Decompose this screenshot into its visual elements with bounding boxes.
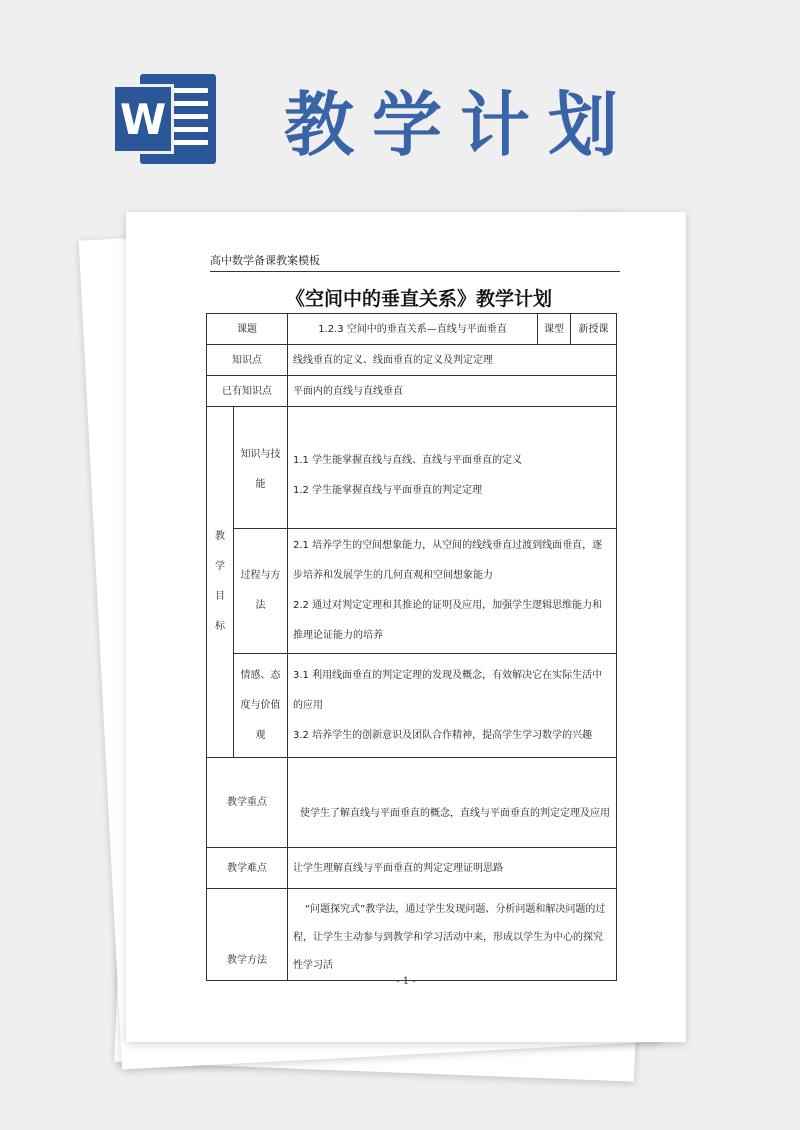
lesson-type-label: 课型: [538, 314, 571, 345]
word-icon: [112, 74, 216, 164]
knowledge-value: 线线垂直的定义、线面垂直的定义及判定定理: [288, 345, 617, 376]
page-number: - 1 -: [396, 976, 416, 987]
goal-item: 1.2 学生能掌握直线与平面垂直的判定定理: [293, 485, 483, 496]
goal-process-methods-label: 过程与方 法: [234, 529, 288, 654]
goals-label-char: 标: [215, 621, 225, 632]
word-icon-tile: [112, 84, 174, 154]
goal-item: 3.2 培养学生的创新意识及团队合作精神，提高学生学习数学的兴趣: [293, 729, 593, 741]
goal-item: 1.1 学生能掌握直线与直线、直线与平面垂直的定义: [293, 455, 523, 466]
difficulty-label: 教学难点: [207, 848, 288, 889]
method-label: 教学方法: [207, 889, 288, 981]
lesson-value: 1.2.3 空间中的垂直关系—直线与平面垂直: [288, 314, 538, 345]
goals-label-char: 目: [215, 591, 225, 602]
goals-label-char: 教: [215, 531, 225, 542]
banner-title: 教学计划: [284, 84, 636, 166]
goal-knowledge-skills-items: [288, 407, 617, 529]
goal-process-methods-items: [288, 529, 617, 654]
table-row: [207, 848, 617, 889]
focus-value: 使学生了解直线与平面垂直的概念，直线与平面垂直的判定定理及应用: [288, 758, 617, 848]
table-row: [207, 345, 617, 376]
lesson-label: 课题: [207, 314, 288, 345]
goal-item: 3.1 利用线面垂直的判定定理的发现及概念，有效解决它在实际生活中的应用: [293, 669, 603, 711]
prior-knowledge-value: 平面内的直线与直线垂直: [288, 376, 617, 407]
goal-attitude-values-items: [288, 654, 617, 758]
word-icon-letter: W: [119, 94, 167, 144]
page-header: 高中数学备课教案模板: [210, 252, 620, 272]
table-row: [207, 314, 617, 345]
table-row: [207, 758, 617, 848]
table-row: [207, 654, 617, 758]
goals-label-char: 学: [215, 561, 225, 572]
goal-item: 2.2 通过对判定定理和其推论的证明及应用，加强学生逻辑思维能力和推理论证能力的培养: [293, 600, 603, 641]
document-page: [126, 212, 686, 1042]
lesson-plan-table: [206, 313, 617, 981]
table-row: [207, 376, 617, 407]
table-row: [207, 407, 617, 529]
goal-knowledge-skills-label: 知识与技 能: [234, 407, 288, 529]
difficulty-value: 让学生理解直线与平面垂直的判定定理证明思路: [288, 848, 617, 889]
goals-label: [207, 407, 234, 758]
lesson-type-value: 新授课: [571, 314, 617, 345]
banner: [0, 0, 800, 200]
prior-knowledge-label: 已有知识点: [207, 376, 288, 407]
table-row: [207, 529, 617, 654]
goal-attitude-values-label: 情感、态 度与价值 观: [234, 654, 288, 758]
focus-label: 教学重点: [207, 758, 288, 848]
method-value: “问题探究式”教学法，通过学生发现问题、分析问题和解决问题的过程，让学生主动参与到教学和学习活动中来，形成以学生为中心的探究性学习活: [288, 889, 617, 981]
document-title: 《空间中的垂直关系》教学计划: [285, 288, 552, 310]
knowledge-label: 知识点: [207, 345, 288, 376]
table-row: [207, 889, 617, 981]
goal-item: 2.1 培养学生的空间想象能力，从空间的线线垂直过渡到线面垂直，逐步培养和发展学生的几何直观和空间想象能力: [293, 540, 603, 581]
